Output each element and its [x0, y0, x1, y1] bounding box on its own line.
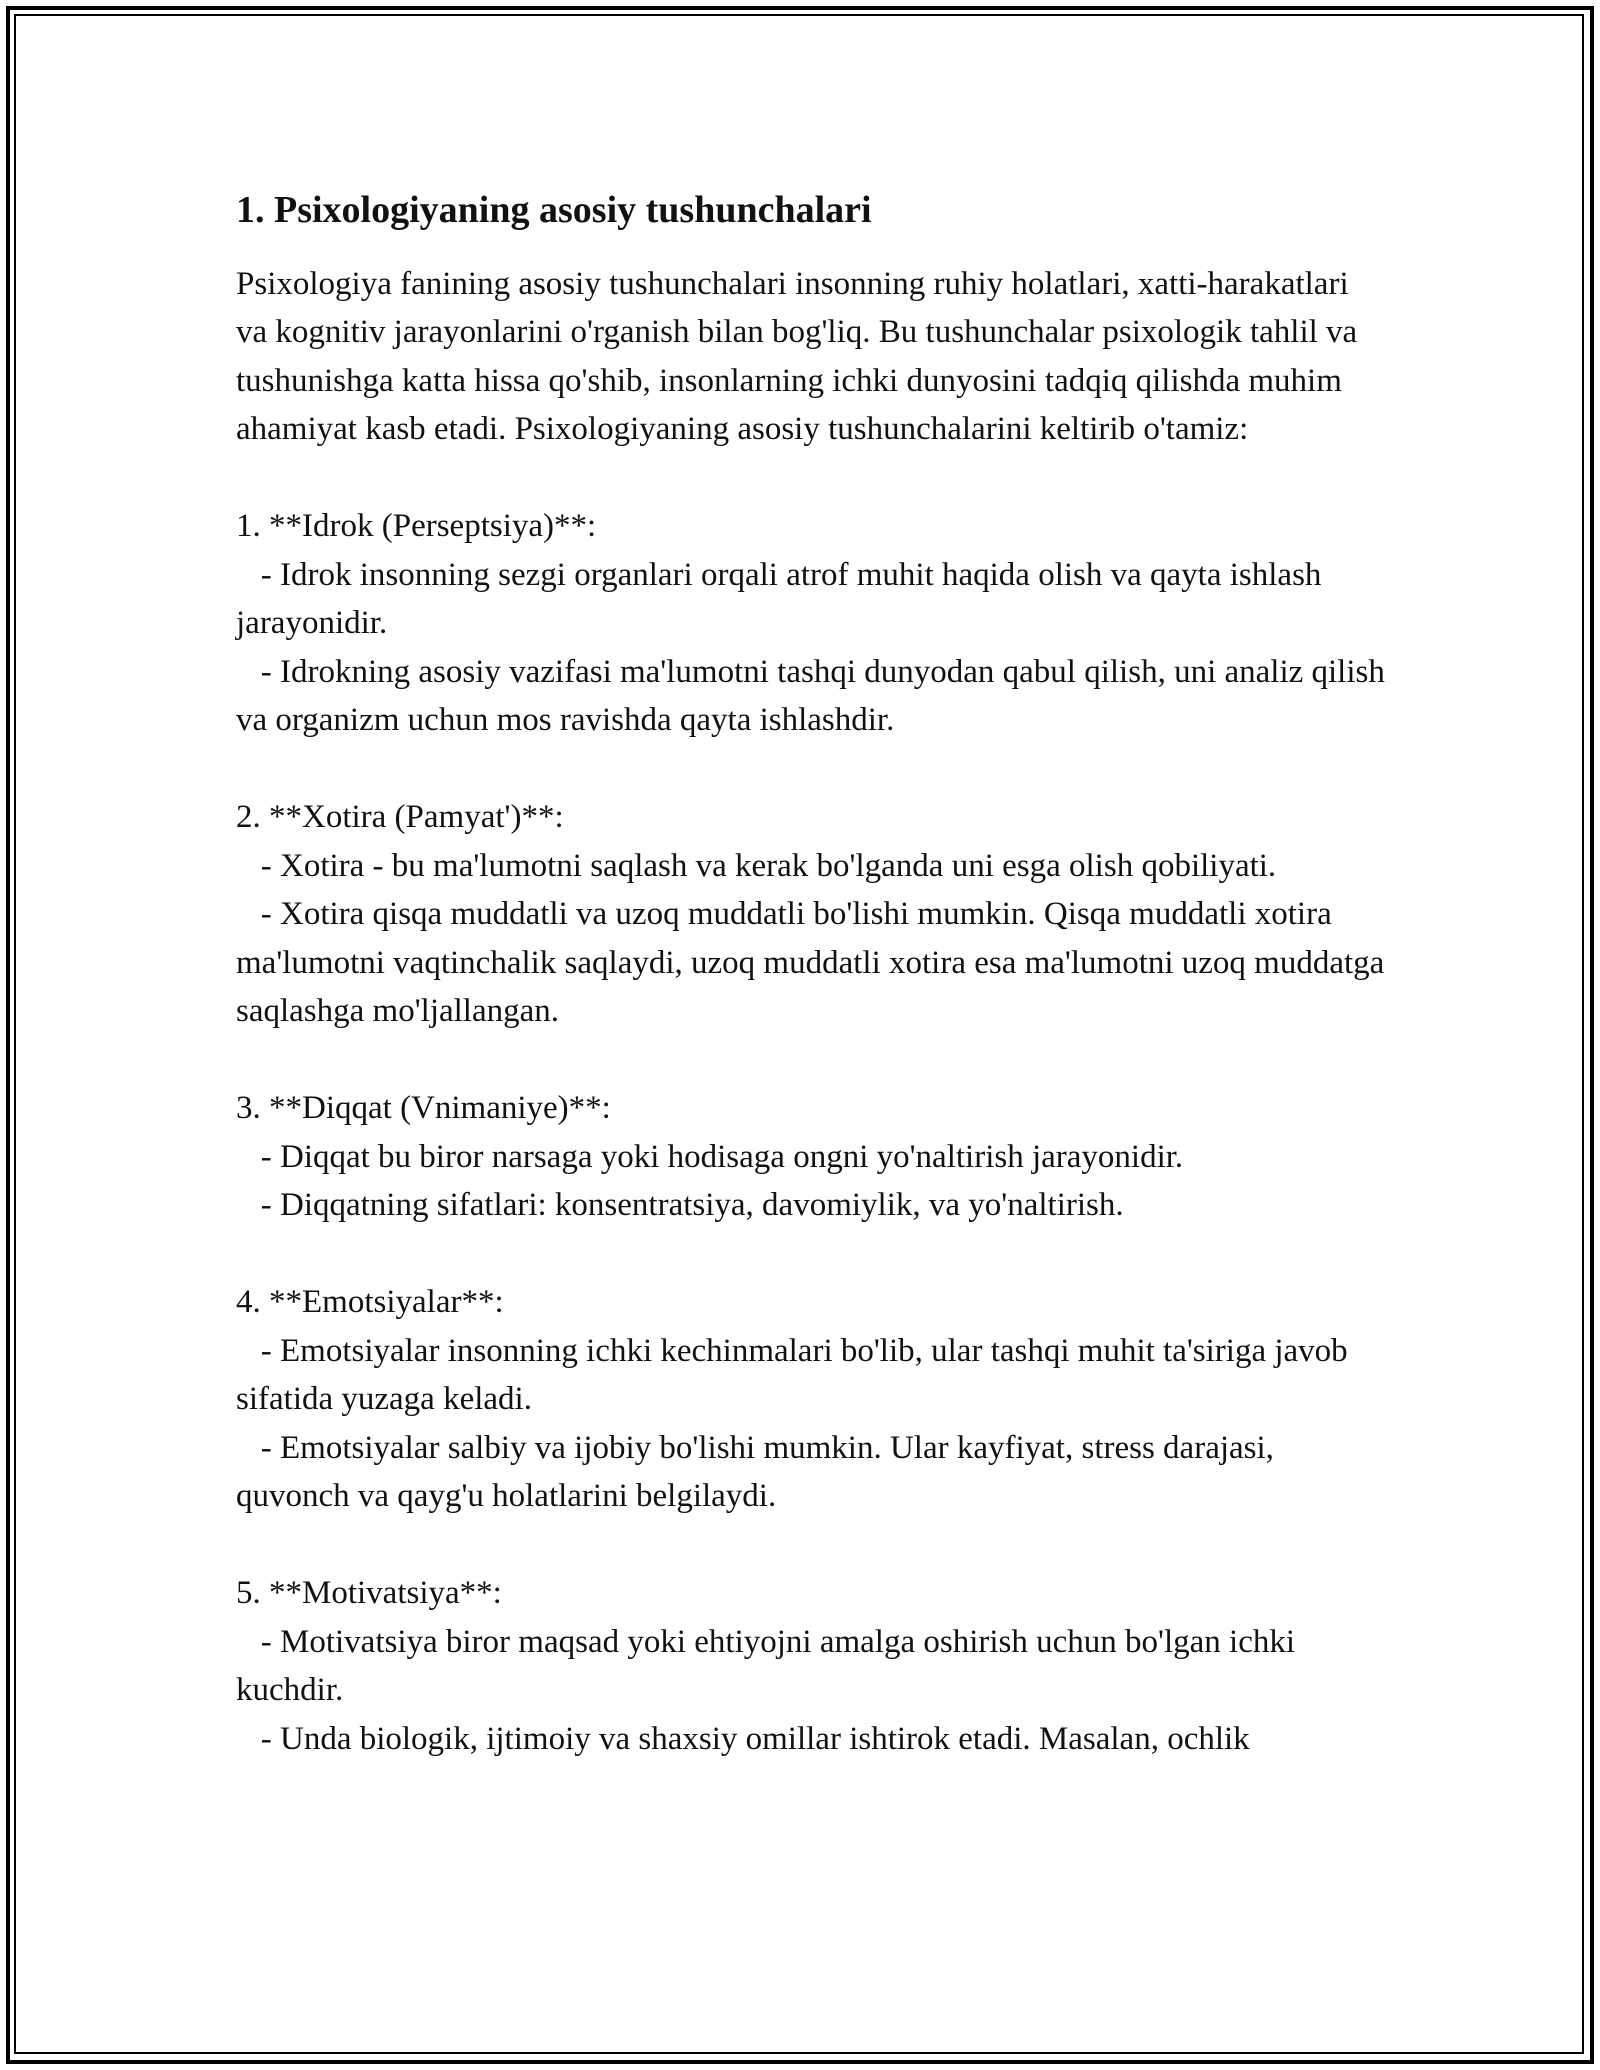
- section-title: 2. **Xotira (Pamyat')**:: [236, 799, 564, 836]
- section-xotira: [236, 793, 1393, 1036]
- document-body: [236, 188, 1394, 1763]
- section-point: - Idrok insonning sezgi organlari orqali atrof muhit haqida olish va qayta ishlash jarayonidir.: [236, 556, 1330, 642]
- section-idrok: [236, 502, 1394, 745]
- section-point: - Diqqat bu biror narsaga yoki hodisaga ongni yo'naltirish jarayonidir.: [236, 1138, 1184, 1175]
- spacer: [236, 454, 1386, 503]
- section-point: - Idrokning asosiy vazifasi ma'lumotni tashqi dunyodan qabul qilish, uni analiz qilish va organizm uchun mos ravishda qayta ishlashdir.: [236, 653, 1394, 739]
- section-title: 4. **Emotsiyalar**:: [236, 1284, 504, 1321]
- document-heading: 1. Psixologiyaning asosiy tushunchalari: [236, 189, 872, 231]
- section-title: 5. **Motivatsiya**:: [236, 1575, 502, 1612]
- section-point: - Motivatsiya biror maqsad yoki ehtiyojni amalga oshirish uchun bo'lgan ichki kuchdir.: [236, 1623, 1304, 1709]
- spacer: [236, 1036, 1386, 1085]
- section-diqqat: [236, 1084, 1386, 1230]
- spacer: [236, 1521, 1386, 1570]
- section-title: 3. **Diqqat (Vnimaniye)**:: [236, 1090, 611, 1127]
- section-point: - Unda biologik, ijtimoiy va shaxsiy omillar ishtirok etadi. Masalan, ochlik: [236, 1720, 1250, 1757]
- section-title: 1. **Idrok (Perseptsiya)**:: [236, 508, 597, 545]
- section-point: - Emotsiyalar salbiy va ijobiy bo'lishi mumkin. Ular kayfiyat, stress darajasi, quvonch va qayg'u holatlarini belgilaydi.: [236, 1429, 1283, 1515]
- section-point: - Xotira - bu ma'lumotni saqlash va kerak bo'lganda uni esga olish qobiliyati.: [236, 847, 1277, 884]
- spacer: [236, 745, 1386, 794]
- section-emotsiyalar: [236, 1278, 1386, 1521]
- section-point: - Diqqatning sifatlari: konsentratsiya, davomiylik, va yo'naltirish.: [236, 1187, 1124, 1224]
- intro-paragraph: Psixologiya fanining asosiy tushunchalari insonning ruhiy holatlari, xatti-harakatlari va kognitiv jarayonlarini o'rganish bilan bog'liq. Bu tushunchalar psixologik tahlil va tushunishga katta hissa qo'shib, insonlarning ichki dunyosini tadqiq qilishda muhim ahamiyat kasb etadi. Psixologiyaning asosiy tushunchalarini keltirib o'tamiz:: [236, 265, 1366, 448]
- section-point: - Xotira qisqa muddatli va uzoq muddatli bo'lishi mumkin. Qisqa muddatli xotira ma'lumotni vaqtinchalik saqlaydi, uzoq muddatli xotira esa ma'lumotni uzoq muddatga saqlashga mo'ljallangan.: [236, 896, 1393, 1030]
- section-point: - Emotsiyalar insonning ichki kechinmalari bo'lib, ular tashqi muhit ta'siriga javob sifatida yuzaga keladi.: [236, 1332, 1356, 1418]
- section-motivatsiya: [236, 1569, 1386, 1763]
- spacer: [236, 1230, 1386, 1279]
